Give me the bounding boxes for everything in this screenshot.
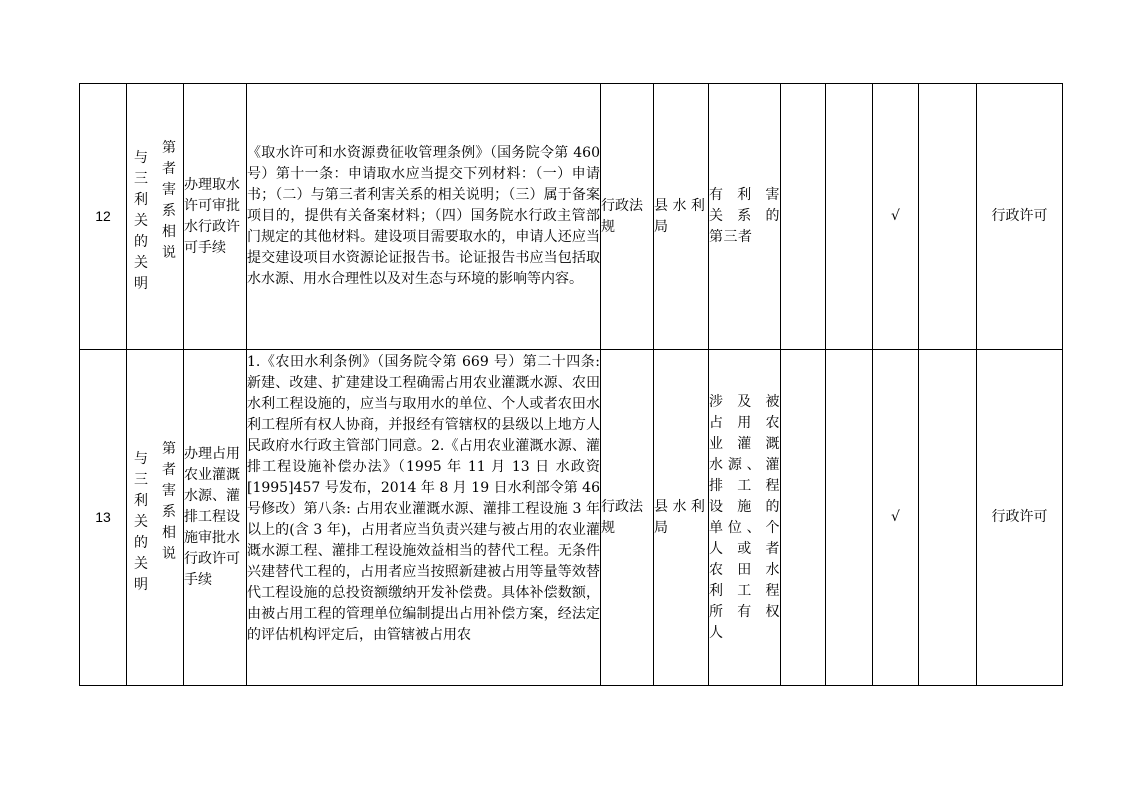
blank-cell [826,350,873,686]
check-mark: √ [873,84,919,350]
category-col-left: 与 三 利 关 的 关 明 [134,150,148,292]
category-col-left: 与 三 利 关 的 关 明 [134,451,148,593]
row-number: 12 [80,84,127,350]
item-name: 办理取水许可审批水行政许可手续 [184,84,247,350]
basis-source: 行政法规 [601,84,654,350]
table-row [80,350,1063,686]
category-col-right: 第 者 害 系 相 说 [162,441,176,562]
legal-basis: 《取水许可和水资源费征收管理条例》（国务院令第 460 号）第十一条：申请取水应当提交下列材料：（一）申请书；（二）与第三者利害关系的相关说明；（三）属于备案项目的，提供有关备案材料；（四）国务院水行政主管部门规定的其他材料。建设项目需要取水的，申请人还应当提交建设项目水资源论证报告书。论证报告书应当包括取水水源、用水合理性以及对生态与环境的影响等内容。 [247,84,601,350]
permit-type: 行政许可 [977,350,1063,686]
agency: 县 水 利局 [654,350,709,686]
table-row [80,84,1063,350]
blank-cell [781,84,826,350]
agency: 县 水 利局 [654,84,709,350]
category-cell [127,350,184,686]
permit-table [79,83,1063,686]
blank-cell [919,84,977,350]
item-name: 办理占用农业灌溉水源、灌排工程设施审批水行政许可手续 [184,350,247,686]
permit-type: 行政许可 [977,84,1063,350]
applicable-object: 有 利 害 关 系 的 第三者 [709,84,781,350]
row-number: 13 [80,350,127,686]
basis-source: 行政法规 [601,350,654,686]
category-cell [127,84,184,350]
category-col-right: 第 者 害 系 相 说 [162,140,176,261]
check-mark: √ [873,350,919,686]
blank-cell [826,84,873,350]
legal-basis: 1.《农田水利条例》（国务院令第 669 号）第二十四条: 新建、改建、扩建建设工程确需占用农业灌溉水源、农田水利工程设施的，应当与取用水的单位、个人或者农田水利工程所有权人协商，并报经有管辖权的县级以上地方人民政府水行政主管部门同意。2.《占用农业灌溉水源、灌排工程设施补偿办法》（1995 年 11 月 13 日 水政资[1995]457 号发布，2014 年 8 月 19 日水利部令第 46 号修改）第八条: 占用农业灌溉水源、灌排工程设施 3 年以上的(含 3 年)，占用者应当负责兴建与被占用的农业灌溉水源工程、灌排工程设施效益相当的替代工程。无条件兴建替代工程的，占用者应当按照新建被占用等量等效替代工程设施的总投资额缴纳开发补偿费。具体补偿数额，由被占用工程的管理单位编制提出占用补偿方案，经法定的评估机构评定后，由管辖被占用农 [247,350,601,686]
blank-cell [781,350,826,686]
blank-cell [919,350,977,686]
applicable-object: 涉 及 被 占 用 农 业 灌 溉 水源、灌 排 工 程 设 施 的 单位、个 人 或 者 农 田 水 利 工 程 所 有 权 人 [709,350,781,686]
